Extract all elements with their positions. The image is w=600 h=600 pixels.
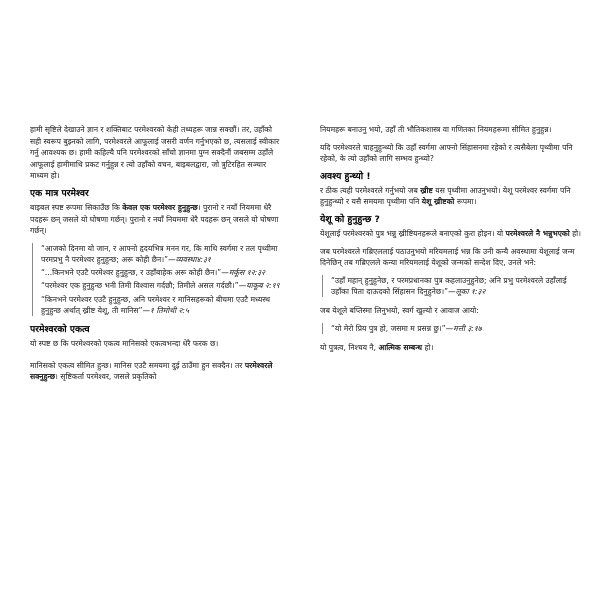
bold-text: ख्रीष्ट [420,185,433,195]
heading-unity-of-god: परमेश्वरको एकत्व [30,323,90,335]
one-god-paragraph [30,202,282,237]
bold-text: परमेश्वरले सक्नुहुन्छ [30,360,273,382]
quote [41,280,282,291]
bold-text: परमेश्वरले नै भन्नुभएको [505,228,570,238]
left-column [30,124,282,389]
quote [331,323,582,334]
continuation-paragraph: नियमहरू बनाउनु भयो, उहाँ ती भौतिकशास्त्र वा गणितका नियमहरूमा सीमित हुनुहुन्न। [320,125,552,134]
gabriel-paragraph: जब परमेश्वरले गब्रिएललाई पठाउनुभयो मरियमलाई भन्न कि उनी कन्यै अवस्थामा येशूलाई जन्म दिनेछिन् तब गब्रिएलले कन्या मरियमलाई येशूको जन्मको सन्देश दिए, उनले भने: [320,246,575,268]
text: र ठीक त्यही परमेश्वरले गर्नुभयो जब [320,185,421,195]
quote-text: “आजको दिनमा यो जान, र आफ्नो हृदयभित्र मनन गर, कि माथि स्वर्गमा र तल पृथ्वीमा परमप्रभु नै परमेश्वर हुनुहुन्छ; अरू कोही छैन।” [41,243,278,264]
heading-certainly: अवश्य हुन्थ्यो ! [320,170,371,182]
quote-text: “उहाँ महान् हुनुहुनेछ, र परमप्रधानका पुत्र कहलाउनुहुनेछ; अनि प्रभु परमेश्वरले उहाँलाई उहाँका पिता दाऊदको सिंहासन दिनुहुनेछ।” [331,275,567,296]
text: येशूलाई परमेश्वरको पुत्र भन्नु ख्रीष्टियनहरूले बनाएको कुरा होइन। यो [320,228,506,238]
scripture-quotes [32,243,282,316]
text: हो। [569,228,581,238]
baptism-paragraph: जब येशूले बप्तिस्मा लिनुभयो, स्वर्ग खुल्यो र आवाज आयो: [320,306,479,316]
human-unity-paragraph [30,360,282,383]
quote-citation: —लूका १:३२ [448,286,486,296]
son-of-god-paragraph [320,228,582,240]
bold-text: आत्मिक सम्बन्ध [378,342,423,352]
quote-text: “...किनभने एउटै परमेश्वर हुनुहुन्छ, र उहाँबाहेक अरू कोही छैन।” [41,268,222,278]
luke-quote [322,275,582,297]
quote-citation: —मत्ती ३:१७ [445,323,482,333]
quote-text: “किनभने परमेश्वर एउटै हुनुहुन्छ, अनि परमेश्वर र मानिसहरूको बीचमा एउटै मध्यस्थ हुनुहुन्छ अर्थात् ख्रीष्ट येशू, ती मानिस” [41,294,270,315]
bold-text: येशू ख्रीष्टको [421,197,455,207]
quote-citation: —मर्कूस १२:३२ [221,268,266,278]
quote-text: “परमेश्वर एक हुनुहुन्छ भनी तिमी विश्वास गर्दछौ; तिमीले असल गर्दछौ।” [41,281,239,291]
text: मानिसको एकत्व सीमित हुन्छ। मानिस एउटै समयमा दुई ठाउँमा हुन सक्दैन। तर [30,360,245,370]
quote-citation: —याकूब २:१९ [238,281,280,291]
text: । पुरानो र नयाँ नियममा धेरै पदहरू छन् जसले यो घोषणा गर्छन्। पुरानो र नयाँ नियममा धेरै पदहरू छन् जसले यो घोषणा गर्छन्। [30,202,279,236]
text: बाइबल स्पष्ट रूपमा सिकाउँछ कि [30,202,123,212]
text: रूपमा। [454,197,477,207]
question-paragraph: यदि परमेश्वरले चाहनुहुन्थ्यो कि उहाँ स्वर्गमा आफ्नो सिंहासनमा रहेको र त्यसैबेला पृथ्वीमा पनि रहेको, के त्यो उहाँको लागि सम्भव हुन्थ्यो? [320,142,573,164]
quote-text: “यो मेरो प्रिय पुत्र हो, जसमा म प्रसन्न छु।” [331,323,446,333]
right-page [300,0,600,600]
text: यस पृथ्वीमा आउनुभयो। येशू परमेश्वर स्वर्गमा पनि हुनुहुन्थ्यो र यसै समयमा पृथ्वीमा पनि [320,185,571,207]
quote-citation: —१ तिमोथी २:५ [142,305,189,315]
bold-text: केवल एक परमेश्वर हुनुहुन्छ [122,202,198,212]
right-column [320,124,582,360]
heading-who-is-jesus: येशू को हुनुहुन्छ ? [320,213,380,225]
intro-paragraph: हामी सृष्टिले देखाउने ज्ञान र शक्तिबाट परमेश्वरको केही तथ्यहरू जान्न सक्छौं। तर, उहाँको सही स्वरूप बुझ्नको लागि, परमेश्वरले आफूलाई जसरी वर्णन गर्नुभएको छ, त्यसलाई स्वीकार गर्नु आवश्यक छ। हामी कहिल्यै पनि परमेश्वरको साँचो ज्ञानमा पुग्न सक्दैनौं जबसम्म उहाँले आफूलाई हामीमाथि प्रकट गर्नुहुन्न र त्यो उहाँको वचन, बाइबलद्वारा, जो त्रुटिरहित सञ्चार माध्यम हो। [30,125,280,181]
unity-paragraph: यो स्पष्ट छ कि परमेश्वरको एकत्व मानिसको एकत्वभन्दा धेरै फरक छ। [30,338,219,348]
heading-one-god: एक मात्र परमेश्वर [30,187,89,199]
quote-citation: —व्यवस्था४:३१ [168,254,211,264]
text: हो। [422,342,434,352]
matthew-quote [322,323,582,334]
text: । सृष्टिकर्ता परमेश्वर, जसले प्रकृतिको [55,372,157,382]
quote [41,243,282,265]
quote [41,267,282,278]
christ-paragraph [320,185,582,208]
sonship-paragraph [320,342,582,354]
quote [41,294,282,316]
text: यो पुत्रत्व, निश्चय नै, [320,342,379,352]
quote [331,275,582,297]
